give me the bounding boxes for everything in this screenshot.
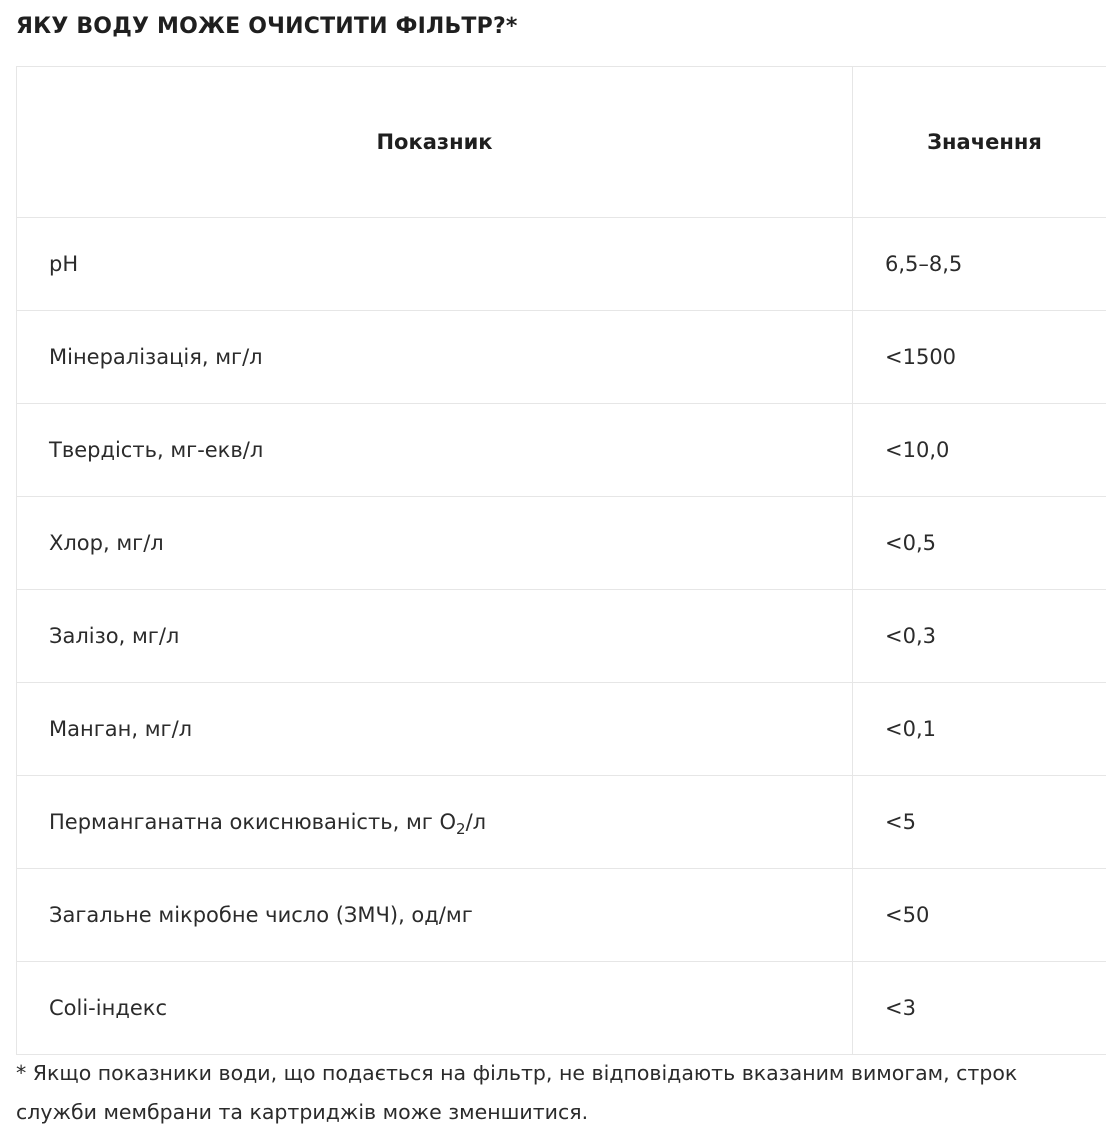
parameter-value: <50 [853,869,1106,962]
parameter-value: <0,1 [853,683,1106,776]
parameter-name [17,776,853,869]
parameter-name: Твердість, мг-екв/л [17,404,853,497]
parameter-value: <1500 [853,311,1106,404]
parameter-value: <0,3 [853,590,1106,683]
water-parameters-table [16,66,1106,1055]
parameter-name-unit-suffix: /л [465,810,487,834]
parameter-name: Мінералізація, мг/л [17,311,853,404]
parameter-name: pH [17,218,853,311]
parameter-value: <3 [853,962,1106,1055]
parameter-name: Залізо, мг/л [17,590,853,683]
parameter-name-subscript: 2 [456,820,466,838]
table-header-row [17,67,1106,218]
table-row [17,869,1106,962]
column-header-value: Значення [853,67,1106,218]
table-row [17,590,1106,683]
table-row [17,497,1106,590]
table-row [17,404,1106,497]
parameter-name: Хлор, мг/л [17,497,853,590]
table-header [17,67,1106,218]
parameter-value: <10,0 [853,404,1106,497]
parameter-name: Загальне мікробне число (ЗМЧ), од/мг [17,869,853,962]
table-row [17,962,1106,1055]
parameter-name: Манган, мг/л [17,683,853,776]
page-title: ЯКУ ВОДУ МОЖЕ ОЧИСТИТИ ФІЛЬТР?* [16,14,518,39]
water-parameters-table-container [16,66,1106,1055]
parameter-value: <0,5 [853,497,1106,590]
parameter-name-main: Перманганатна окиснюваність, мг O [49,810,457,834]
parameter-value: <5 [853,776,1106,869]
footnote: * Якщо показники води, що подається на фільтр, не відповідають вказаним вимогам, строк служби мембрани та картриджів може зменшитися. [16,1061,1018,1124]
table-row [17,218,1106,311]
table-row [17,311,1106,404]
table-row [17,683,1106,776]
parameter-name: Coli-індекс [17,962,853,1055]
parameter-value: 6,5–8,5 [853,218,1106,311]
table-body [17,218,1106,1055]
table-row [17,776,1106,869]
column-header-parameter: Показник [17,67,853,218]
